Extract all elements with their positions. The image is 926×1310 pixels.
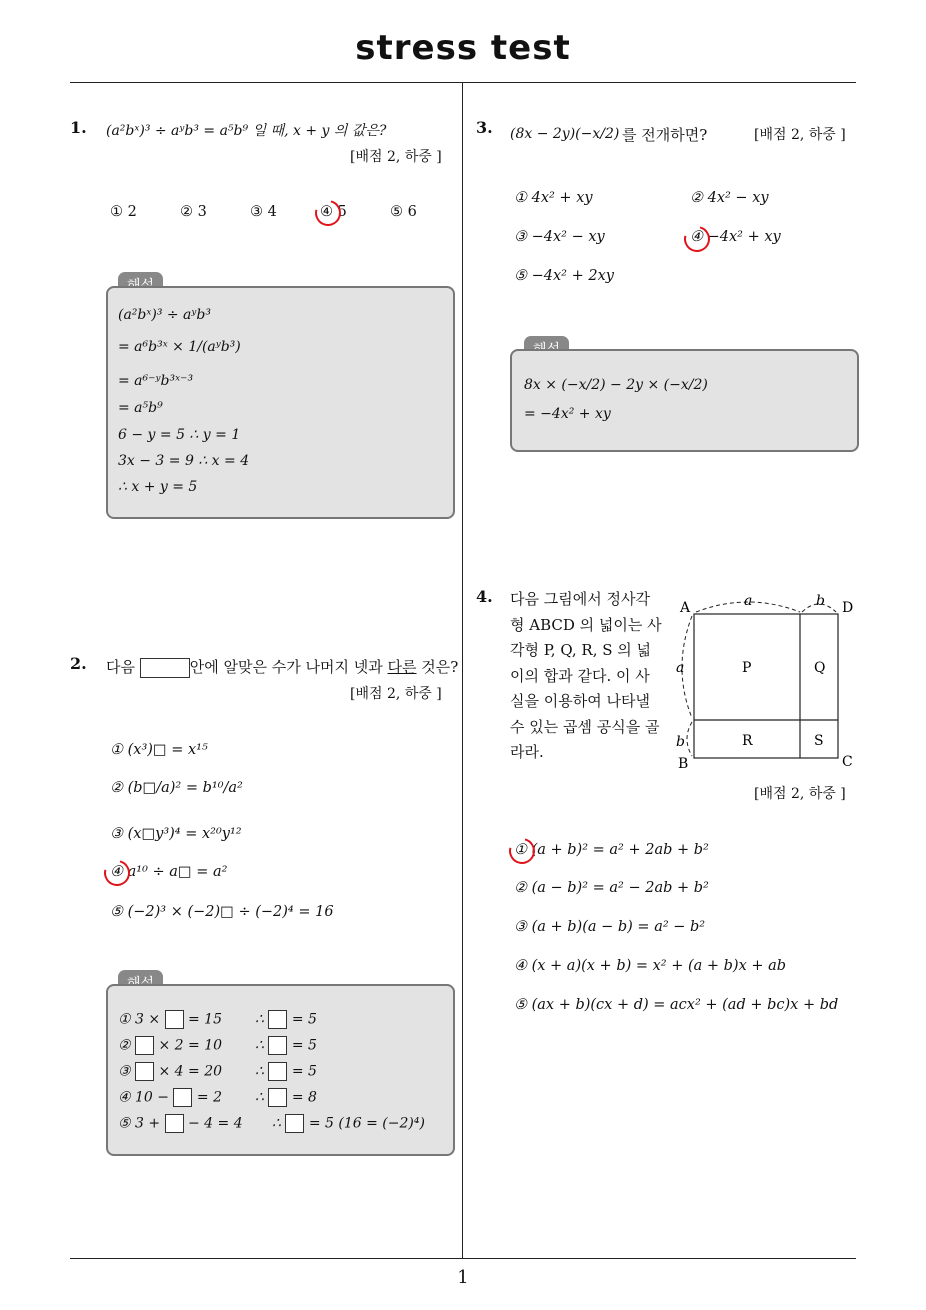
q2-sol-left: ④ 10 − [118, 1089, 169, 1106]
q3-option-4[interactable]: ④ −4x² + xy [690, 229, 781, 245]
footer-rule [70, 1258, 856, 1259]
q2-blank-box [140, 658, 190, 678]
column-divider [462, 83, 463, 1258]
q2-solution-row [118, 1010, 222, 1029]
q1-number: 1. [70, 118, 87, 137]
q2-solution-row [118, 1062, 222, 1081]
q2-sol-right: = 5 [291, 1011, 317, 1028]
label-A: A [680, 600, 691, 616]
header-rule [70, 82, 856, 83]
q4-question-line: 각형 P, Q, R, S 의 넓 [510, 641, 652, 659]
q2-option-5[interactable]: ⑤ (−2)³ × (−2)□ ÷ (−2)⁴ = 16 [110, 904, 334, 920]
square-diagram [670, 590, 860, 775]
q2-sol-mid: = 2 [196, 1089, 222, 1106]
q1-option-2[interactable]: ② 3 [180, 204, 207, 220]
q2-sol-right: = 8 [291, 1089, 317, 1106]
q2-option-2[interactable]: ② (b□/a)² = b¹⁰/a² [110, 780, 243, 796]
label-a-top: a [744, 593, 753, 609]
q4-question-line: 다음 그림에서 정사각 [510, 590, 650, 608]
therefore-symbol: ∴ [255, 1011, 264, 1028]
q2-question [106, 656, 458, 678]
page-number: 1 [457, 1267, 469, 1288]
q1-solution-line: = a⁶⁻ʸb³ˣ⁻³ [118, 373, 194, 389]
q4-question-line: 수 있는 곱셈 공식을 골 [510, 717, 660, 736]
therefore-symbol: ∴ [272, 1115, 281, 1132]
q3-option-1[interactable]: ① 4x² + xy [514, 190, 593, 206]
q4-option-5[interactable]: ⑤ (ax + b)(cx + d) = acx² + (ad + bc)x + bd [514, 997, 839, 1013]
q3-option-3[interactable]: ③ −4x² − xy [514, 229, 605, 245]
q4-question [510, 587, 662, 766]
blank-box [268, 1062, 287, 1081]
q2-sol-right: = 5 [291, 1037, 317, 1054]
page-title: stress test [355, 28, 571, 68]
q2-sol-mid: × 4 = 20 [158, 1063, 223, 1080]
q4-option-2[interactable]: ② (a − b)² = a² − 2ab + b² [514, 880, 709, 896]
blank-box [165, 1114, 184, 1133]
q2-score: [배점 2, 하중 ] [350, 686, 442, 702]
q4-question-line: 라라. [510, 743, 544, 761]
q2-sol-left: ② [118, 1037, 131, 1054]
blank-box [285, 1114, 304, 1133]
blank-box [135, 1036, 154, 1055]
q2-sol-left: ⑤ 3 + [118, 1115, 161, 1132]
q1-solution-line: (a²bˣ)³ ÷ aʸb³ [118, 307, 211, 323]
q2-solution-row-result [255, 1088, 317, 1107]
label-P: P [742, 660, 752, 676]
q2-sol-mid: = 15 [188, 1011, 222, 1028]
label-B: B [678, 756, 689, 772]
blank-box [135, 1062, 154, 1081]
q1-question: (a²bˣ)³ ÷ aʸb³ = a⁵b⁹ 일 때, x + y 의 값은? [106, 123, 387, 139]
q3-solution-line: 8x × (−x/2) − 2y × (−x/2) [524, 377, 708, 393]
q2-sol-right: = 5 [291, 1063, 317, 1080]
q1-option-5[interactable]: ⑤ 6 [390, 204, 417, 220]
therefore-symbol: ∴ [255, 1037, 264, 1054]
q1-score: [배점 2, 하중 ] [350, 149, 442, 165]
q2-question-underline: 다른 [387, 658, 417, 676]
blank-box [268, 1036, 287, 1055]
therefore-symbol: ∴ [255, 1063, 264, 1080]
q2-question-end: 것은? [421, 658, 459, 676]
q1-solution-line: = a⁵b⁹ [118, 400, 163, 416]
q3-solution-line: = −4x² + xy [524, 406, 611, 422]
q1-option-4[interactable]: ④ 5 [320, 204, 347, 220]
q4-number: 4. [476, 587, 493, 606]
label-a-left: a [676, 660, 685, 676]
answer-mark-icon [504, 833, 540, 869]
q1-solution-line: 3x − 3 = 9 ∴ x = 4 [118, 453, 250, 469]
q2-solution-row-result [255, 1036, 317, 1055]
q3-option-5[interactable]: ⑤ −4x² + 2xy [514, 268, 614, 284]
q2-solution-row-result [272, 1114, 425, 1133]
q4-question-line: 형 ABCD 의 넓이는 사 [510, 615, 662, 634]
q2-sol-left: ③ [118, 1063, 131, 1080]
q2-solution-row [118, 1036, 222, 1055]
label-D: D [842, 600, 854, 616]
answer-mark-icon [310, 195, 346, 231]
brace-b-left [687, 722, 692, 756]
q1-option-3[interactable]: ③ 4 [250, 204, 277, 220]
q4-question-line: 실을 이용하여 나타낼 [510, 692, 650, 710]
label-b-left: b [676, 734, 685, 750]
q2-option-1[interactable]: ① (x³)□ = x¹⁵ [110, 742, 208, 758]
label-R: R [742, 733, 753, 749]
q4-option-4[interactable]: ④ (x + a)(x + b) = x² + (a + b)x + ab [514, 958, 787, 974]
q3-question-text: 를 전개하면? [622, 126, 708, 144]
q3-score: [배점 2, 하중 ] [754, 127, 846, 143]
q2-sol-mid: × 2 = 10 [158, 1037, 223, 1054]
q4-option-1[interactable]: ① (a + b)² = a² + 2ab + b² [514, 842, 709, 858]
q4-option-3[interactable]: ③ (a + b)(a − b) = a² − b² [514, 919, 706, 935]
q1-option-1[interactable]: ① 2 [110, 204, 137, 220]
blank-box [165, 1010, 184, 1029]
q2-sol-right: = 5 (16 = (−2)⁴) [308, 1115, 425, 1132]
q2-question-post: 안에 알맞은 수가 나머지 넷과 [189, 658, 383, 676]
label-S: S [814, 733, 824, 749]
q2-solution-row [118, 1114, 243, 1133]
q2-solution-row [118, 1088, 222, 1107]
label-Q: Q [814, 660, 826, 676]
q3-solution-box [510, 349, 859, 452]
q2-solution-row-result [255, 1062, 317, 1081]
q2-sol-left: ① 3 × [118, 1011, 161, 1028]
q2-sol-mid: − 4 = 4 [188, 1115, 243, 1132]
blank-box [173, 1088, 192, 1107]
answer-mark-icon [99, 855, 135, 891]
q3-question-math: (8x − 2y)(−x/2) [510, 126, 620, 142]
q2-question-pre: 다음 [106, 658, 135, 676]
q1-solution-line: ∴ x + y = 5 [118, 479, 198, 495]
q3-number: 3. [476, 118, 493, 137]
q2-option-4[interactable]: ④ a¹⁰ ÷ a□ = a² [110, 864, 228, 880]
therefore-symbol: ∴ [255, 1089, 264, 1106]
q2-number: 2. [70, 654, 87, 673]
q4-score: [배점 2, 하중 ] [754, 786, 846, 802]
blank-box [268, 1088, 287, 1107]
q3-option-2[interactable]: ② 4x² − xy [690, 190, 769, 206]
blank-box [268, 1010, 287, 1029]
answer-mark-icon [679, 221, 715, 257]
q2-solution-row-result [255, 1010, 317, 1029]
q1-solution-line: 6 − y = 5 ∴ y = 1 [118, 427, 241, 443]
q1-solution-line: = a⁶b³ˣ × 1/(aʸb³) [118, 339, 241, 355]
q2-option-3[interactable]: ③ (x□y³)⁴ = x²⁰y¹² [110, 826, 242, 842]
label-C: C [842, 754, 853, 770]
q4-question-line: 이의 합과 같다. 이 사 [510, 666, 650, 685]
label-b-top: b [816, 593, 825, 609]
